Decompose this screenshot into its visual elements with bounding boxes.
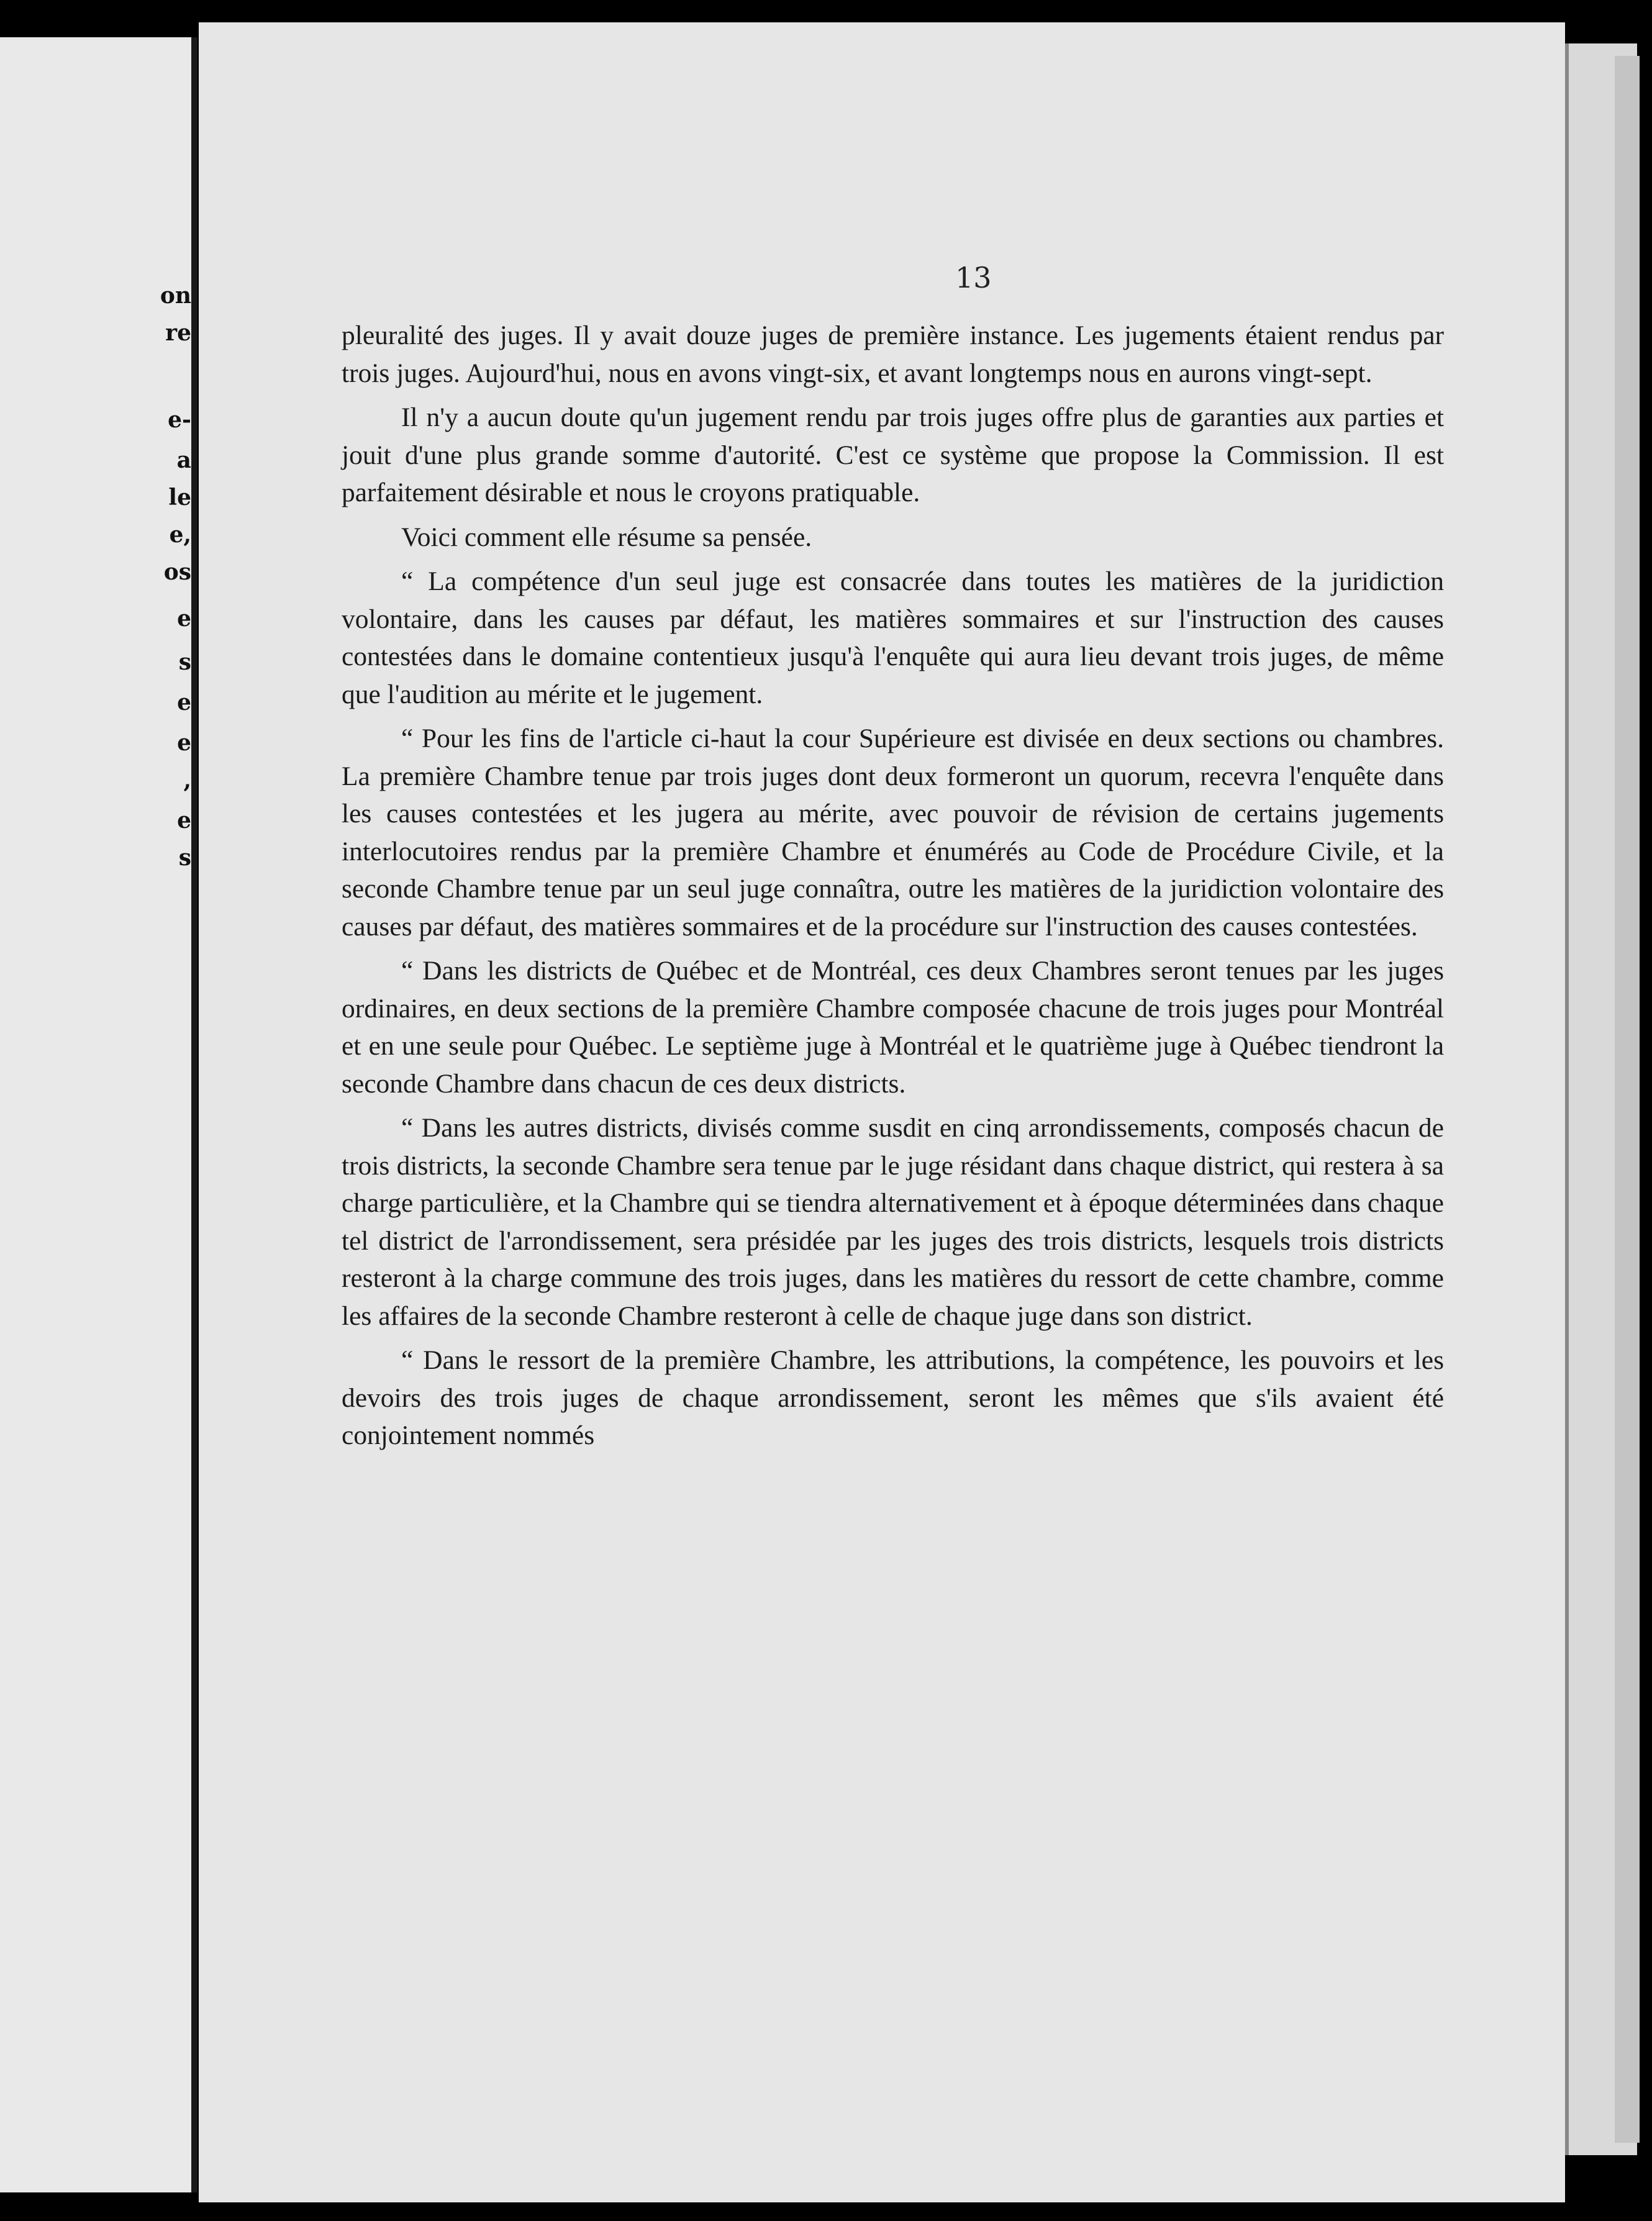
left-page-fragment: s	[178, 649, 191, 675]
left-page-fragment: a	[176, 447, 191, 473]
left-page-fragment: ,	[183, 767, 191, 793]
left-page-fragment: e	[177, 606, 191, 632]
left-page-fragment: e,	[169, 522, 191, 548]
paragraph-1: pleuralité des juges. Il y avait douze juges de première instance. Les jugements étaient rendus par trois juges. Aujourd'hui, nous en avons vingt-six, et avant longtemps nous en aurons vingt-sept.	[342, 320, 1444, 388]
left-page-fragment: e	[177, 807, 191, 833]
left-page-fragment: on	[160, 283, 191, 309]
left-page-fragment: s	[178, 845, 191, 871]
left-page-fragment: e-	[168, 407, 191, 433]
left-page-fragment: e	[177, 730, 191, 756]
right-page-edge-shadow	[1615, 56, 1640, 2143]
left-page-fragment: re	[165, 320, 191, 346]
paragraph-2: Il n'y a aucun doute qu'un jugement rendu par trois juges offre plus de garanties aux parties et jouit d'une plus grande somme d'autorité. C'est ce système que propose la Commission. Il est parfaitement désirable et nous le croyons pratiquable.	[342, 402, 1444, 507]
paragraph-3: Voici comment elle résume sa pensée.	[401, 522, 812, 552]
page-number: 13	[955, 261, 992, 294]
paragraph-6: “ Dans les districts de Québec et de Montréal, ces deux Chambres seront tenues par les juges ordinaires, en deux sections de la première Chambre composée chacune de trois juges pour Montréal et en une seule pour Québec. Le septième juge à Montréal et le quatrième juge à Québec tiendront la seconde Chambre dans chacun de ces deux districts.	[342, 956, 1444, 1099]
body-text	[342, 317, 1444, 1461]
paragraph-8: “ Dans le ressort de la première Chambre, les attributions, la compétence, les pouvoirs et les devoirs des trois juges de chaque arrondissement, seront les mêmes que s'ils avaient été conjointement nommés	[342, 1345, 1444, 1450]
paragraph-7: “ Dans les autres districts, divisés comme susdit en cinq arrondissements, composés chacun de trois districts, la seconde Chambre sera tenue par le juge résidant dans chaque district, qui restera à sa charge particulière, et la Chambre qui se tiendra alternativement et à époque déterminées dans chaque tel district de l'arrondissement, sera présidée par les juges des trois districts, lesquels trois districts resteront à la charge commune des trois juges, dans les matières du ressort de cette chambre, comme les affaires de la seconde Chambre resteront à celle de chaque juge dans son district.	[342, 1113, 1444, 1331]
document-page	[199, 22, 1565, 2202]
left-page-fragment: os	[163, 559, 191, 585]
paragraph-5: “ Pour les fins de l'article ci-haut la cour Supérieure est divisée en deux sections ou chambres. La première Chambre tenue par trois juges dont deux formeront un quorum, recevra l'enquête dans les causes contestées et les jugera au mérite, avec pouvoir de révision de certains jugements interlocutoires rendus par la première Chambre et énumérés au Code de Procédure Civile, et la seconde Chambre tenue par un seul juge connaîtra, outre les matières de la juridiction volontaire des causes par défaut, des matières sommaires et de la procédure sur l'instruction des causes contestées.	[342, 724, 1444, 942]
left-page-fragment: e	[177, 689, 191, 715]
left-page-fragment: le	[168, 484, 191, 511]
paragraph-4: “ La compétence d'un seul juge est consacrée dans toutes les matières de la juridiction volontaire, dans les causes par défaut, les matières sommaires et sur l'instruction des causes contestées dans le domaine contentieux jusqu'à l'enquête qui aura lieu devant trois juges, de même que l'audition au mérite et le jugement.	[342, 566, 1444, 709]
left-page-edge	[0, 37, 197, 2192]
